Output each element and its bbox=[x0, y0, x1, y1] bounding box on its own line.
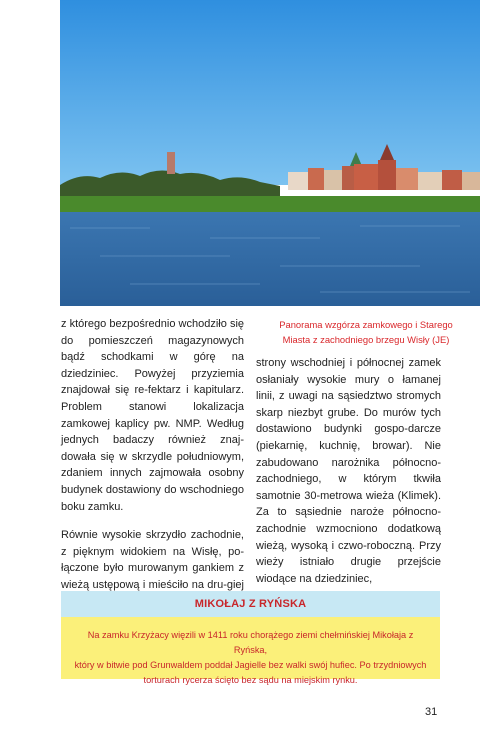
left-column bbox=[61, 316, 244, 610]
caption-line: Miasta z zachodniego brzegu Wisły (JE) bbox=[282, 334, 450, 345]
text-line: łączone było murowanym gankiem bbox=[61, 562, 239, 575]
info-box-line: który w bitwie pod Grunwaldem poddał Jagielle bez walki swój hufiec. Po trzydniowych bbox=[74, 660, 427, 670]
paragraph bbox=[256, 355, 441, 587]
text-line: z wieżą ustępową i mieściło na dru- bbox=[61, 562, 244, 591]
info-box-line: torturach rycerza ścięto bez sądu na miejskim rynku. bbox=[143, 675, 358, 685]
text-line: osłaniały wysokie mury o łamanej bbox=[256, 373, 441, 386]
text-line: boku zamku. bbox=[61, 500, 124, 513]
text-line: darcze (piekarnię, kuchnię, browar). bbox=[256, 423, 441, 452]
text-line: (Klimek). Za to sąsiednie naroże bbox=[256, 489, 441, 519]
text-line: z pięknym widokiem na Wisłę, po- bbox=[61, 545, 244, 558]
text-line: tych dostawiono budynki gospo- bbox=[256, 406, 441, 436]
text-line: Powyżej przyziemia znajdował się re- bbox=[61, 367, 244, 397]
text-line: linii, z uwagi na sąsiedztwo stromych bbox=[256, 390, 441, 403]
text-line: Nie zabudowano narożnika bbox=[256, 439, 441, 469]
text-line: lokalizacja zamkowej kaplicy pw. NMP. bbox=[61, 400, 244, 430]
grass-bank bbox=[60, 196, 480, 212]
right-column bbox=[256, 355, 441, 587]
text-line: bądź schodkami w górę na dziedziniec. bbox=[61, 351, 244, 380]
river-panorama-photo bbox=[60, 0, 480, 306]
info-box bbox=[61, 591, 440, 685]
caption-line: Panorama wzgórza zamkowego i Starego bbox=[279, 319, 453, 330]
text-line: Według jednych badaczy również znaj- bbox=[61, 417, 244, 447]
info-box-line: Na zamku Krzyżacy więzili w 1411 roku chorążego ziemi chełmińskiej Mikołaja z Ryńska, bbox=[87, 630, 414, 655]
text-line: Równie wysokie skrzydło zachodnie, bbox=[61, 529, 244, 542]
text-line: zdaniem innych zajmowała osobny bbox=[61, 467, 244, 480]
sky bbox=[60, 0, 480, 185]
text-line: dowała się w skrzydle południowym, bbox=[61, 450, 244, 463]
text-line: strony wschodniej i północnej zamek bbox=[256, 357, 441, 369]
text-line: budynek dostawiony do wschodniego bbox=[61, 483, 244, 496]
photo-caption bbox=[262, 317, 470, 347]
page-number: 31 bbox=[425, 706, 438, 718]
text-line: fektarz i kapitularz. Problem stanowi bbox=[61, 384, 244, 413]
text-line: z którego bezpośrednio wchodziło bbox=[61, 318, 230, 330]
text-line: skarp niezbyt grube. Do murów bbox=[256, 406, 421, 419]
text-line: północno-zachodniego, w którym bbox=[256, 456, 441, 486]
text-line: tkwiła samotnie 30-metrowa wieża bbox=[256, 473, 441, 502]
castle-tower bbox=[167, 152, 175, 174]
text-line: dodatkową wieżą, wysoką i czwo- bbox=[256, 522, 441, 552]
paragraph bbox=[61, 316, 244, 515]
text-line: północno-zachodnie wzmocniono bbox=[256, 506, 441, 535]
info-box-body bbox=[61, 617, 440, 688]
text-line: się do pomieszczeń magazynowych bbox=[61, 318, 244, 347]
text-line: przejście wiodące na dziedziniec, bbox=[256, 556, 441, 585]
info-box-title: MIKOŁAJ Z RYŃSKA bbox=[61, 591, 440, 617]
text-line: giej bbox=[226, 578, 244, 591]
text-line: roboczną. Przy wieży istniało drugie bbox=[256, 539, 441, 569]
